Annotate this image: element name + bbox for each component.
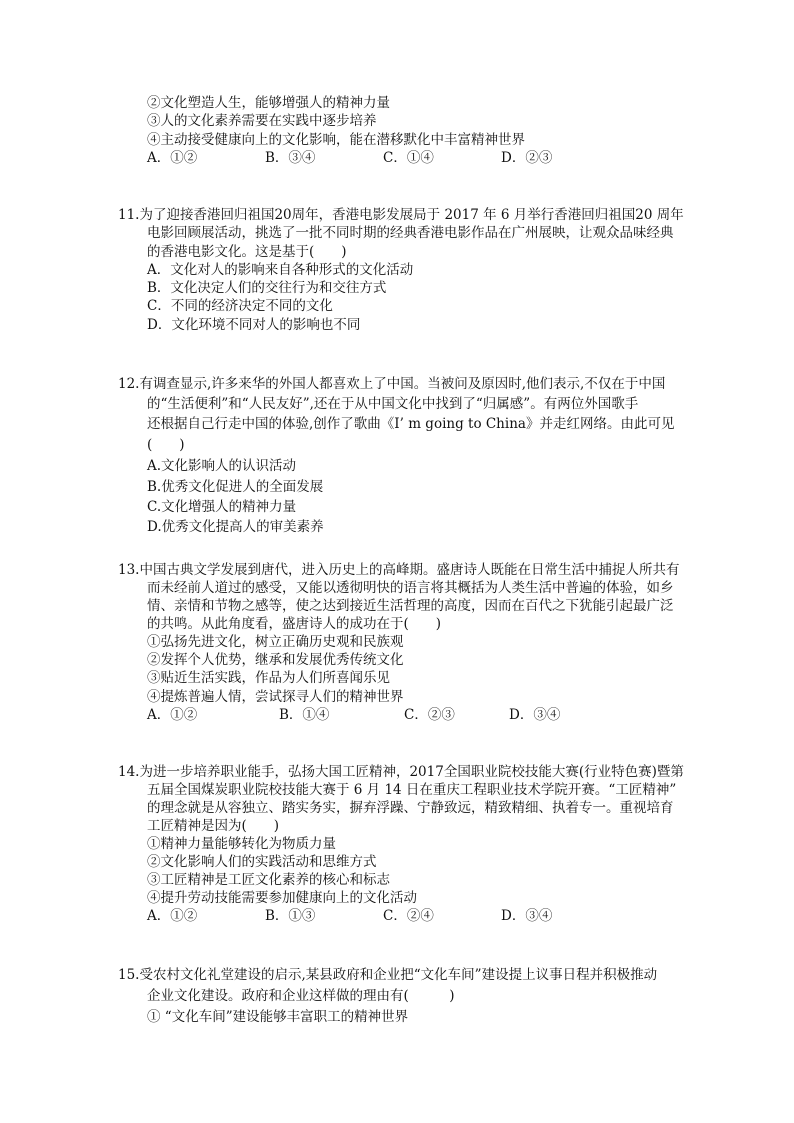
q14-statement-1: ①精神力量能够转化为物质力量 <box>147 836 336 852</box>
q10-statement-3: ③人的文化素养需要在实践中逐步培养 <box>147 113 377 129</box>
q10-option-b: B．③④ <box>265 150 316 166</box>
q13-option-c: C．②③ <box>404 707 455 723</box>
q14-option-d: D．③④ <box>501 908 553 924</box>
q11-stem-line-2: 电影回顾展活动，挑选了一批不同时期的经典香港电影作品在广州展映，让观众品味经典 <box>147 225 674 241</box>
q13-stem-line-3: 情、亲情和节物之感等，使之达到接近生活哲理的高度，因而在百代之下犹能引起最广泛 <box>147 598 674 614</box>
q12-option-b: B.优秀文化促进人的全面发展 <box>147 479 324 495</box>
q14-option-c: C．②④ <box>383 908 434 924</box>
q14-stem-line-3: 的理念就是从容独立、踏实务实，摒弃浮躁、宁静致远，精致精细、执着专一。重视培育 <box>147 800 674 816</box>
q12-stem-line-1: 12.有调查显示,许多来华的外国人都喜欢上了中国。当被问及原因时,他们表示,不仅在于中国 <box>118 376 666 392</box>
q15-stem-line-2: 企业文化建设。政府和企业这样做的理由有( ) <box>147 988 455 1004</box>
q13-statement-2: ②发挥个人优势，继承和发展优秀传统文化 <box>147 652 404 668</box>
q15-statement-1: ① “文化车间”建设能够丰富职工的精神世界 <box>147 1009 409 1025</box>
q14-statement-3: ③工匠精神是工匠文化素养的核心和标志 <box>147 872 390 888</box>
q13-option-a: A．①② <box>147 707 198 723</box>
q13-option-d: D．③④ <box>509 707 561 723</box>
q11-stem-line-1: 11.为了迎接香港回归祖国20周年，香港电影发展局于 2017 年 6 月举行香港回归祖国20 周年 <box>118 207 684 223</box>
q13-stem-line-2: 而未经前人道过的感受，又能以透彻明快的语言将其概括为人类生活中普遍的体验，如乡 <box>147 580 674 596</box>
q13-statement-1: ①弘扬先进文化，树立正确历史观和民族观 <box>147 634 404 650</box>
q10-statement-2: ②文化塑造人生，能够增强人的精神力量 <box>147 95 390 111</box>
q10-option-c: C．①④ <box>383 150 434 166</box>
q13-statement-4: ④提炼普遍人情，尝试探寻人们的精神世界 <box>147 689 404 705</box>
q12-option-a: A.文化影响人的认识活动 <box>147 458 297 474</box>
q12-option-c: C.文化增强人的精神力量 <box>147 499 297 515</box>
q12-stem-line-3: 还根据自己行走中国的体验,创作了歌曲《I’ m going to China》并走红网络。由此可见 <box>147 416 675 432</box>
q13-statement-3: ③贴近生活实践，作品为人们所喜闻乐见 <box>147 670 390 686</box>
q14-statement-4: ④提升劳动技能需要参加健康向上的文化活动 <box>147 890 417 906</box>
q14-stem-line-1: 14.为进一步培养职业能手，弘扬大国工匠精神，2017全国职业院校技能大赛(行业特色赛)暨第 <box>118 764 684 780</box>
q14-stem-line-4: 工匠精神是因为( ) <box>147 818 280 834</box>
q15-stem-line-1: 15.受农村文化礼堂建设的启示,某县政府和企业把“文化车间”建设提上议事日程并积极推动 <box>118 967 658 983</box>
q11-stem-line-3: 的香港电影文化。这是基于( ) <box>147 244 347 260</box>
q10-option-d: D．②③ <box>501 150 553 166</box>
q12-stem-line-4: ( ) <box>147 437 185 453</box>
q14-option-a: A．①② <box>147 908 198 924</box>
q13-stem-line-4: 的共鸣。从此角度看，盛唐诗人的成功在于( ) <box>147 616 442 632</box>
q10-option-a: A．①② <box>147 150 198 166</box>
q14-statement-2: ②文化影响人们的实践活动和思维方式 <box>147 854 377 870</box>
q12-option-d: D.优秀文化提高人的审美素养 <box>147 519 324 535</box>
q14-stem-line-2: 五届全国煤炭职业院校技能大赛于 6 月 14 日在重庆工程职业技术学院开赛。“工匠精神” <box>147 782 677 798</box>
q11-option-d: D．文化环境不同对人的影响也不同 <box>147 317 361 333</box>
q11-option-a: A．文化对人的影响来自各种形式的文化活动 <box>147 262 414 278</box>
q13-stem-line-1: 13.中国古典文学发展到唐代，进入历史上的高峰期。盛唐诗人既能在日常生活中捕捉人所共有 <box>118 562 680 578</box>
q13-option-b: B．①④ <box>279 707 330 723</box>
q11-option-c: C．不同的经济决定不同的文化 <box>147 298 333 314</box>
q11-option-b: B．文化决定人们的交往行为和交往方式 <box>147 280 387 296</box>
q14-option-b: B．①③ <box>265 908 316 924</box>
q12-stem-line-2: 的“生活便利”和“人民友好”,还在于从中国文化中找到了“归属感”。有两位外国歌手 <box>147 396 639 412</box>
q10-statement-4: ④主动接受健康向上的文化影响，能在潜移默化中丰富精神世界 <box>147 132 525 148</box>
